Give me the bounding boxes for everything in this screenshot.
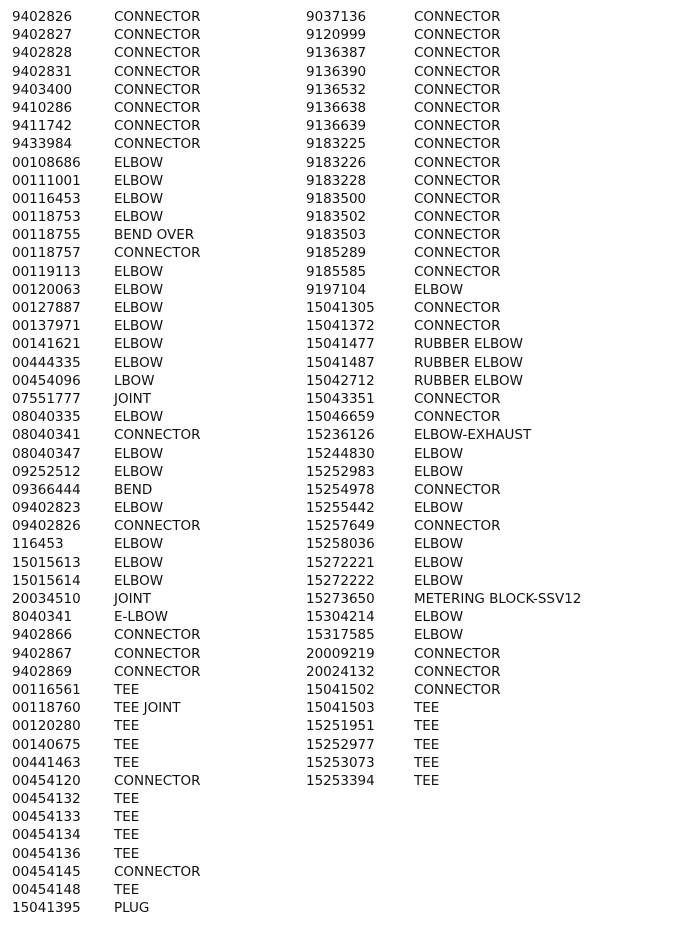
part-description: ELBOW <box>114 463 164 480</box>
part-description: JOINT <box>114 390 151 407</box>
part-number: 15317585 <box>306 627 375 644</box>
part-number: 15257649 <box>306 518 375 535</box>
part-number: 9185289 <box>306 245 367 262</box>
part-number: 15041395 <box>12 900 81 917</box>
part-number: 15041502 <box>306 681 375 698</box>
part-number: 9402866 <box>12 627 73 644</box>
list-item <box>306 335 581 353</box>
list-item <box>12 299 200 317</box>
list-item <box>12 481 200 499</box>
part-description: CONNECTOR <box>414 190 501 207</box>
part-number: 9136639 <box>306 118 367 135</box>
list-item <box>306 263 581 281</box>
part-description: CONNECTOR <box>414 645 501 662</box>
part-description: CONNECTOR <box>414 663 501 680</box>
part-number: 00454145 <box>12 863 81 880</box>
part-number: 9183503 <box>306 227 367 244</box>
list-item <box>306 226 581 244</box>
part-number: 00120063 <box>12 281 81 298</box>
part-description: RUBBER ELBOW <box>414 354 524 371</box>
list-item <box>12 790 200 808</box>
part-description: CONNECTOR <box>114 27 201 44</box>
part-number: 9136387 <box>306 45 367 62</box>
list-item <box>12 99 200 117</box>
part-number: 15252977 <box>306 736 375 753</box>
part-number: 15236126 <box>306 427 375 444</box>
part-description: TEE <box>414 718 440 735</box>
part-number: 08040347 <box>12 445 81 462</box>
list-item <box>306 81 581 99</box>
list-item <box>12 699 200 717</box>
part-description: BEND OVER <box>114 227 195 244</box>
part-number: 15253073 <box>306 754 375 771</box>
part-number: 9433984 <box>12 136 73 153</box>
part-number: 9402828 <box>12 45 73 62</box>
list-item <box>12 736 200 754</box>
part-description: TEE <box>114 736 140 753</box>
part-number: 9136638 <box>306 99 367 116</box>
part-number: 15253394 <box>306 772 375 789</box>
list-item <box>12 390 200 408</box>
part-description: CONNECTOR <box>114 9 201 25</box>
list-item <box>12 354 200 372</box>
part-description: ELBOW <box>114 300 164 316</box>
part-number: 00118755 <box>12 227 81 244</box>
part-number: 15273650 <box>306 591 375 607</box>
list-item <box>306 63 581 81</box>
list-item <box>306 317 581 335</box>
list-item <box>306 8 581 26</box>
part-description: TEE <box>114 809 140 826</box>
list-item <box>306 463 581 481</box>
part-number: 15041477 <box>306 336 375 353</box>
list-item <box>306 699 581 717</box>
list-item <box>306 736 581 754</box>
part-description: CONNECTOR <box>414 136 501 153</box>
part-description: BEND <box>114 481 153 498</box>
part-description: CONNECTOR <box>414 63 501 80</box>
part-number: 15041487 <box>306 354 375 371</box>
list-item <box>12 754 200 772</box>
list-item <box>12 81 200 99</box>
part-number: 00140675 <box>12 736 81 753</box>
parts-column-left <box>12 8 200 917</box>
list-item <box>12 154 200 172</box>
list-item <box>12 208 200 226</box>
part-number: 09402823 <box>12 500 81 517</box>
part-number: 9183228 <box>306 172 367 189</box>
list-item <box>12 590 200 608</box>
part-description: TEE <box>414 700 440 717</box>
list-item <box>306 154 581 172</box>
list-item <box>306 281 581 299</box>
part-number: 9411742 <box>12 118 73 135</box>
part-number: 9410286 <box>12 99 73 116</box>
list-item <box>306 44 581 62</box>
part-description: CONNECTOR <box>414 27 501 44</box>
part-description: CONNECTOR <box>114 118 201 135</box>
list-item <box>306 681 581 699</box>
part-description: CONNECTOR <box>114 136 201 153</box>
list-item <box>12 317 200 335</box>
part-number: 09252512 <box>12 463 81 480</box>
list-item <box>12 626 200 644</box>
part-description: ELBOW <box>114 172 164 189</box>
part-number: 9403400 <box>12 81 73 98</box>
part-number: 15015613 <box>12 554 81 571</box>
list-item <box>12 663 200 681</box>
list-item <box>306 354 581 372</box>
list-item <box>12 826 200 844</box>
part-description: CONNECTOR <box>414 9 501 25</box>
part-description: CONNECTOR <box>114 45 201 62</box>
part-number: 9136532 <box>306 81 367 98</box>
part-number: 00141621 <box>12 336 81 353</box>
part-description: TEE <box>114 882 140 898</box>
list-item <box>306 772 581 790</box>
list-item <box>306 99 581 117</box>
part-number: 15254978 <box>306 481 375 498</box>
part-description: CONNECTOR <box>114 63 201 80</box>
part-description: CONNECTOR <box>414 118 501 135</box>
part-description: CONNECTOR <box>114 863 201 880</box>
part-description: TEE <box>114 681 140 698</box>
part-description: CONNECTOR <box>414 227 501 244</box>
list-item <box>12 135 200 153</box>
part-description: TEE <box>414 772 440 789</box>
list-item <box>12 772 200 790</box>
part-description: CONNECTOR <box>414 263 501 280</box>
part-description: CONNECTOR <box>414 81 501 98</box>
part-number: 9402827 <box>12 27 73 44</box>
part-number: 15041372 <box>306 318 375 335</box>
part-description: LBOW <box>114 372 155 389</box>
list-item <box>306 645 581 663</box>
part-description: TEE <box>114 754 140 771</box>
part-number: 20024132 <box>306 663 375 680</box>
list-item <box>12 44 200 62</box>
part-number: 00454134 <box>12 827 81 844</box>
list-item <box>306 445 581 463</box>
list-item <box>12 717 200 735</box>
part-number: 116453 <box>12 536 64 553</box>
part-description: ELBOW <box>114 154 164 171</box>
list-item <box>12 863 200 881</box>
list-item <box>12 499 200 517</box>
part-number: 15042712 <box>306 372 375 389</box>
part-number: 9136390 <box>306 63 367 80</box>
part-description: RUBBER ELBOW <box>414 336 524 353</box>
part-description: TEE JOINT <box>114 700 181 717</box>
list-item <box>306 426 581 444</box>
part-description: ELBOW <box>114 445 164 462</box>
list-item <box>12 8 200 26</box>
part-number: 15251951 <box>306 718 375 735</box>
part-number: 00444335 <box>12 354 81 371</box>
part-description: CONNECTOR <box>414 245 501 262</box>
part-number: 15046659 <box>306 409 375 426</box>
part-description: ELBOW <box>414 572 464 589</box>
list-item <box>12 117 200 135</box>
part-number: 00137971 <box>12 318 81 335</box>
part-number: 9402831 <box>12 63 73 80</box>
part-number: 07551777 <box>12 390 81 407</box>
list-item <box>12 63 200 81</box>
list-item <box>12 899 200 917</box>
part-number: 9402867 <box>12 645 73 662</box>
list-item <box>306 372 581 390</box>
part-description: ELBOW <box>114 554 164 571</box>
part-description: CONNECTOR <box>414 99 501 116</box>
part-description: CONNECTOR <box>414 300 501 316</box>
part-number: 00111001 <box>12 172 81 189</box>
part-number: 15015614 <box>12 572 81 589</box>
list-item <box>12 517 200 535</box>
part-description: CONNECTOR <box>414 45 501 62</box>
list-item <box>306 299 581 317</box>
part-description: CONNECTOR <box>414 318 501 335</box>
part-number: 9185585 <box>306 263 367 280</box>
list-item <box>306 572 581 590</box>
part-description: CONNECTOR <box>414 518 501 535</box>
part-number: 00116453 <box>12 190 81 207</box>
list-item <box>306 535 581 553</box>
part-number: 9183226 <box>306 154 367 171</box>
list-item <box>12 808 200 826</box>
part-description: CONNECTOR <box>114 645 201 662</box>
list-item <box>12 554 200 572</box>
list-item <box>12 281 200 299</box>
part-number: 8040341 <box>12 609 73 626</box>
part-number: 00108686 <box>12 154 81 171</box>
part-number: 08040335 <box>12 409 81 426</box>
list-item <box>306 244 581 262</box>
part-description: CONNECTOR <box>414 390 501 407</box>
list-item <box>12 190 200 208</box>
list-item <box>12 445 200 463</box>
list-item <box>306 117 581 135</box>
list-item <box>12 535 200 553</box>
list-item <box>306 408 581 426</box>
part-description: CONNECTOR <box>414 172 501 189</box>
part-description: CONNECTOR <box>114 627 201 644</box>
part-description: CONNECTOR <box>114 772 201 789</box>
part-description: CONNECTOR <box>414 154 501 171</box>
list-item <box>306 754 581 772</box>
part-number: 00118757 <box>12 245 81 262</box>
list-item <box>12 426 200 444</box>
list-item <box>306 26 581 44</box>
part-description: ELBOW <box>114 409 164 426</box>
list-item <box>306 608 581 626</box>
part-number: 08040341 <box>12 427 81 444</box>
part-number: 09366444 <box>12 481 81 498</box>
part-number: 15255442 <box>306 500 375 517</box>
part-number: 00454096 <box>12 372 81 389</box>
list-item <box>306 499 581 517</box>
part-description: CONNECTOR <box>114 99 201 116</box>
list-item <box>12 681 200 699</box>
part-number: 00454133 <box>12 809 81 826</box>
part-number: 15258036 <box>306 536 375 553</box>
list-item <box>306 390 581 408</box>
part-number: 15041503 <box>306 700 375 717</box>
list-item <box>12 463 200 481</box>
part-description: ELBOW <box>114 209 164 226</box>
part-number: 9402869 <box>12 663 73 680</box>
part-number: 15244830 <box>306 445 375 462</box>
list-item <box>12 645 200 663</box>
part-number: 00118753 <box>12 209 81 226</box>
parts-column-right <box>306 8 581 790</box>
part-number: 9197104 <box>306 281 367 298</box>
part-description: E-LBOW <box>114 609 168 626</box>
list-item <box>306 135 581 153</box>
part-number: 15304214 <box>306 609 375 626</box>
part-description: METERING BLOCK-SSV12 <box>414 591 582 607</box>
part-number: 15043351 <box>306 390 375 407</box>
part-description: ELBOW <box>114 263 164 280</box>
part-description: CONNECTOR <box>114 245 201 262</box>
part-description: CONNECTOR <box>414 209 501 226</box>
list-item <box>306 172 581 190</box>
part-description: ELBOW <box>414 536 464 553</box>
part-number: 00120280 <box>12 718 81 735</box>
list-item <box>306 717 581 735</box>
part-description: JOINT <box>114 591 151 607</box>
part-number: 20034510 <box>12 591 81 607</box>
part-number: 9402826 <box>12 9 73 25</box>
part-description: TEE <box>114 845 140 862</box>
part-description: ELBOW <box>114 336 164 353</box>
list-item <box>12 881 200 899</box>
list-item <box>306 554 581 572</box>
part-number: 00118760 <box>12 700 81 717</box>
part-number: 00119113 <box>12 263 81 280</box>
list-item <box>12 226 200 244</box>
list-item <box>306 517 581 535</box>
part-description: CONNECTOR <box>114 518 201 535</box>
list-item <box>306 190 581 208</box>
part-description: ELBOW <box>114 500 164 517</box>
list-item <box>12 263 200 281</box>
part-number: 15272222 <box>306 572 375 589</box>
part-description: TEE <box>114 791 140 808</box>
part-description: CONNECTOR <box>114 663 201 680</box>
part-number: 00441463 <box>12 754 81 771</box>
list-item <box>12 845 200 863</box>
part-description: CONNECTOR <box>114 427 201 444</box>
part-description: ELBOW <box>414 627 464 644</box>
part-description: ELBOW <box>114 572 164 589</box>
part-description: TEE <box>414 754 440 771</box>
list-item <box>12 608 200 626</box>
list-item <box>12 408 200 426</box>
part-number: 00454136 <box>12 845 81 862</box>
part-number: 9120999 <box>306 27 367 44</box>
list-item <box>12 572 200 590</box>
part-description: ELBOW <box>414 463 464 480</box>
part-description: PLUG <box>114 900 150 917</box>
part-number: 00454148 <box>12 882 81 898</box>
part-number: 9037136 <box>306 9 367 25</box>
part-description: ELBOW <box>114 281 164 298</box>
part-description: ELBOW <box>114 536 164 553</box>
part-description: ELBOW <box>414 500 464 517</box>
part-description: ELBOW <box>414 554 464 571</box>
part-number: 15252983 <box>306 463 375 480</box>
list-item <box>12 244 200 262</box>
part-number: 00116561 <box>12 681 81 698</box>
part-number: 15272221 <box>306 554 375 571</box>
list-item <box>306 208 581 226</box>
part-description: RUBBER ELBOW <box>414 372 524 389</box>
list-item <box>306 626 581 644</box>
list-item <box>306 481 581 499</box>
list-item <box>12 335 200 353</box>
part-description: ELBOW <box>414 609 464 626</box>
part-number: 9183500 <box>306 190 367 207</box>
part-description: TEE <box>114 718 140 735</box>
part-description: ELBOW <box>114 190 164 207</box>
part-description: ELBOW <box>114 354 164 371</box>
part-number: 20009219 <box>306 645 375 662</box>
part-description: ELBOW-EXHAUST <box>414 427 532 444</box>
list-item <box>12 372 200 390</box>
part-number: 00127887 <box>12 300 81 316</box>
part-number: 15041305 <box>306 300 375 316</box>
part-description: CONNECTOR <box>114 81 201 98</box>
part-description: ELBOW <box>414 445 464 462</box>
part-number: 09402826 <box>12 518 81 535</box>
part-number: 00454120 <box>12 772 81 789</box>
part-number: 00454132 <box>12 791 81 808</box>
part-description: TEE <box>114 827 140 844</box>
part-description: ELBOW <box>114 318 164 335</box>
part-description: TEE <box>414 736 440 753</box>
part-number: 9183502 <box>306 209 367 226</box>
part-description: ELBOW <box>414 281 464 298</box>
list-item <box>306 663 581 681</box>
part-number: 9183225 <box>306 136 367 153</box>
list-item <box>306 590 581 608</box>
list-item <box>12 172 200 190</box>
part-description: CONNECTOR <box>414 481 501 498</box>
part-description: CONNECTOR <box>414 681 501 698</box>
list-item <box>12 26 200 44</box>
part-description: CONNECTOR <box>414 409 501 426</box>
